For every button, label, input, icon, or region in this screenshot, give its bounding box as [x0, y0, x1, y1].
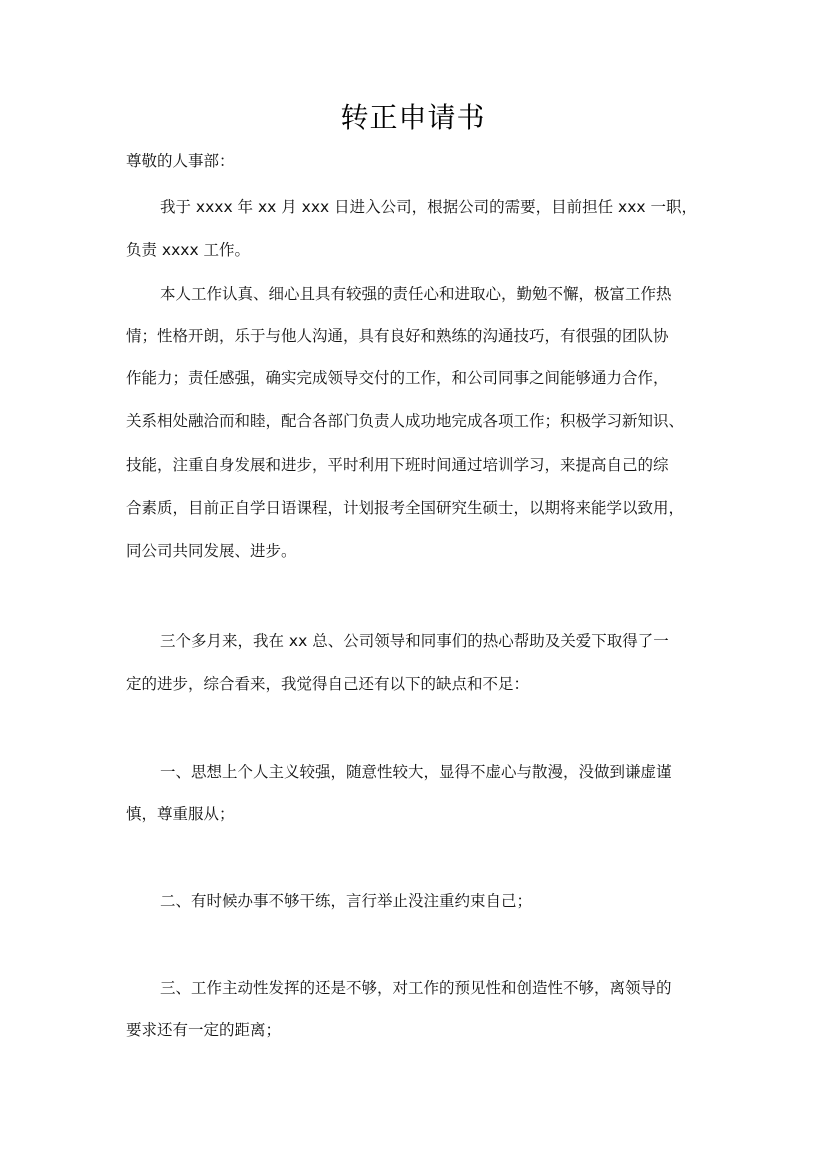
paragraph-line: 同公司共同发展、进步。 [126, 542, 297, 560]
salutation: 尊敬的人事部： [126, 152, 235, 170]
paragraph-line: 我于 xxxx 年 xx 月 xxx 日进入公司，根据公司的需要，目前担任 xxx 一职， [160, 198, 697, 216]
document-title: 转正申请书 [340, 101, 486, 134]
paragraph-line: 情；性格开朗，乐于与他人沟通，具有良好和熟练的沟通技巧，有很强的团队协 [126, 327, 669, 345]
paragraph-line: 慎，尊重服从； [126, 805, 235, 823]
paragraph-line: 三、工作主动性发挥的还是不够，对工作的预见性和创造性不够，离领导的 [160, 979, 672, 997]
paragraph-line: 要求还有一定的距离； [126, 1021, 282, 1039]
paragraph-line: 定的进步，综合看来，我觉得自己还有以下的缺点和不足： [126, 675, 530, 693]
paragraph-line: 本人工作认真、细心且具有较强的责任心和进取心，勤勉不懈，极富工作热 [160, 285, 672, 303]
paragraph-line: 二、有时候办事不够干练，言行举止没注重约束自己； [160, 892, 533, 910]
paragraph-line: 三个多月来，我在 xx 总、公司领导和同事们的热心帮助及关爱下取得了一 [160, 632, 669, 650]
paragraph-line: 一、思想上个人主义较强，随意性较大，显得不虚心与散漫，没做到谦虚谨 [160, 763, 672, 781]
paragraph-line: 关系相处融洽而和睦，配合各部门负责人成功地完成各项工作；积极学习新知识、 [126, 412, 685, 430]
paragraph-line: 技能，注重自身发展和进步，平时利用下班时间通过培训学习，来提高自己的综 [126, 456, 669, 474]
paragraph-line: 作能力；责任感强，确实完成领导交付的工作，和公司同事之间能够通力合作， [126, 369, 669, 387]
paragraph-line: 负责 xxxx 工作。 [126, 241, 251, 259]
paragraph-line: 合素质，目前正自学日语课程，计划报考全国研究生硕士，以期将来能学以致用， [126, 499, 685, 517]
